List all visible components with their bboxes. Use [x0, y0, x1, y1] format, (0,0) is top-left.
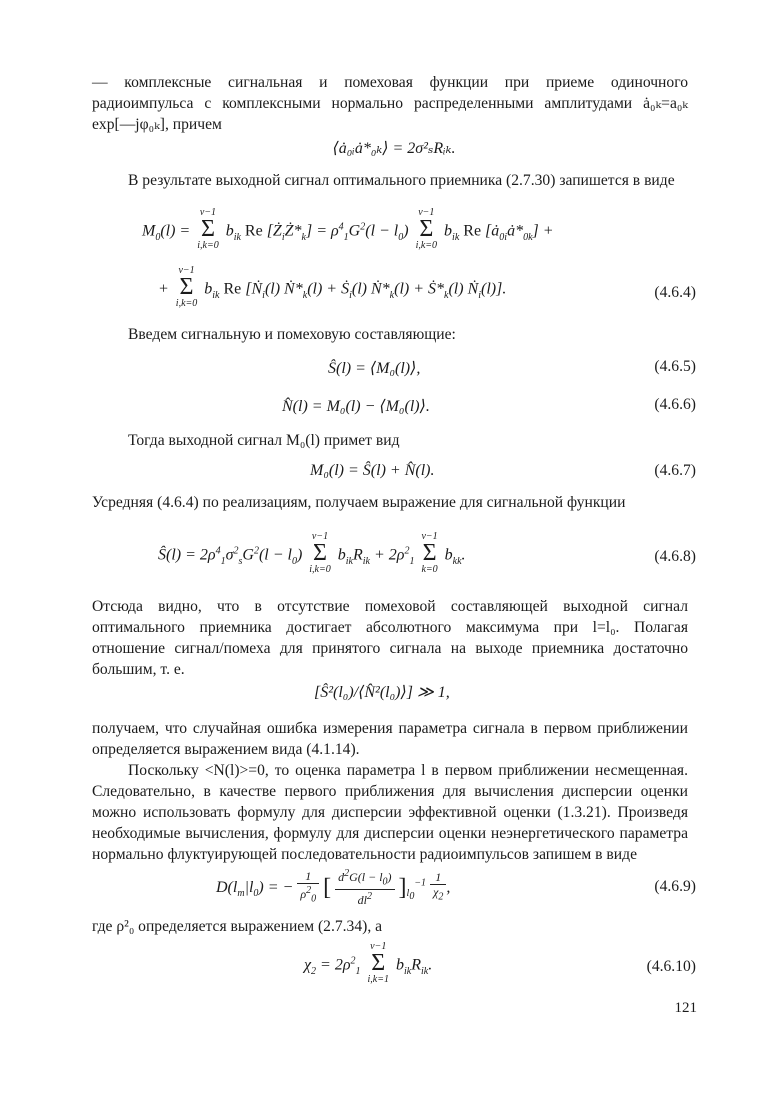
equation-correlation: ⟨ȧ₀ᵢȧ*₀ₖ⟩ = 2σ²ₛRᵢₖ.: [332, 140, 456, 157]
equation-number: (4.6.9): [654, 878, 696, 895]
equation-4-6-6: N̂(l) = M₀(l) − ⟨M₀(l)⟩. (4.6.6): [282, 396, 696, 415]
paragraph-8: Поскольку <N(l)>=0, то оценка параметра l в первом приближении несмещенная. Следовательно, в качестве первого приближения для вычисления дисперсии оценки можно использовать формулу для дисперсии эффективной оценки (1.3.21). Произведя необходимые вычисления, формулу для дисперсии оценки неэнергетического параметра нормально флуктуирующей последовательности радиоимпульсов запишем в виде: [92, 762, 688, 863]
paragraph-7: получаем, что случайная ошибка измерения параметра сигнала в первом приближении определяется выражением вида (4.1.14).: [92, 720, 688, 758]
equation-number: (4.6.5): [654, 358, 696, 375]
paragraph-6: Отсюда видно, что в отсутствие помеховой составляющей выходной сигнал оптимального приемника достигает абсолютного максимума при l=l₀. Полагая отношение сигнал/помеха для принятого сигнала на выходе приемника достаточно большим, т. е.: [92, 598, 688, 678]
equation-number: (4.6.4): [654, 284, 696, 301]
paragraph-3: Введем сигнальную и помеховую составляющие:: [128, 326, 456, 343]
equation-number: (4.6.7): [654, 462, 696, 479]
equation-4-6-8: Ŝ(l) = $2\rho^4_1\sigma^2_sG^2(l - l_0)$ ν−1 Σ i,k=0 $b_{ik}R_{ik} + 2\rho^2_1$ ν−1 Σ k=0 $b_{kk}$. (4.6.8): [158, 531, 696, 575]
paragraph-2: В результате выходной сигнал оптимального приемника (2.7.30) запишется в виде: [128, 172, 675, 189]
paragraph-4: Тогда выходной сигнал M₀(l) примет вид: [128, 432, 400, 449]
equation-number: (4.6.6): [654, 396, 696, 413]
page-number: 121: [674, 1000, 697, 1016]
equation-4-6-10: $\chi_2 = 2\rho^2_1$ ν−1 Σ i,k=1 $b_{ik}R_{ik}$. (4.6.10): [304, 941, 696, 985]
equation-number: (4.6.10): [646, 958, 696, 975]
equation-4-6-5: Ŝ(l) = ⟨M₀(l)⟩, (4.6.5): [328, 358, 696, 377]
paragraph-1: — комплексные сигнальная и помеховая функции при приеме одиночного радиоимпульса с комплексными нормально распределенными амплитудами ȧ₀ₖ=a₀ₖ exp[—jφ₀ₖ], причем: [92, 74, 688, 133]
equation-condition: [Ŝ²(l₀)/⟨N̂²(l₀)⟩] ≫ 1,: [314, 684, 450, 701]
paragraph-5: Усредняя (4.6.4) по реализациям, получаем выражение для сигнальной функции: [92, 494, 626, 511]
equation-4-6-4: $M_0(l)$ = ν−1 Σ i,k=0 $b_{ik}$ Re $[Ż_iŻ*_k] = \rho^4_1G^2(l - l_0)$ ν−1 Σ i,k=0 $b_{ik}$ Re $[ȧ_{0i}ȧ*_{0k}]$ + + ν−1 Σ i,k=0 $b_{ik}$ Re [Ṅ$_i$(l) $Ṅ*_k(l)$ + Ṡ$_i$(l) $Ṅ*_k(l)$ + $Ṡ*_k(l)$ Ṅ$_i$(l)]. (4.6.4): [142, 207, 696, 309]
equation-4-6-7: M₀(l) = Ŝ(l) + N̂(l). (4.6.7): [310, 462, 696, 479]
equation-4-6-9: $D(l_m|l_0)$ = − $\frac{1}{\rho^2_0}$ [ $\frac{d^2G(l - l_0)}{dl^2}$ ]$_{l_0}^{-1}$ $\frac{1}{\chi_2}$ , (4.6.9): [216, 868, 696, 908]
paragraph-9: где ρ²₀ определяется выражением (2.7.34), а: [92, 918, 383, 935]
equation-number: (4.6.8): [654, 548, 696, 565]
